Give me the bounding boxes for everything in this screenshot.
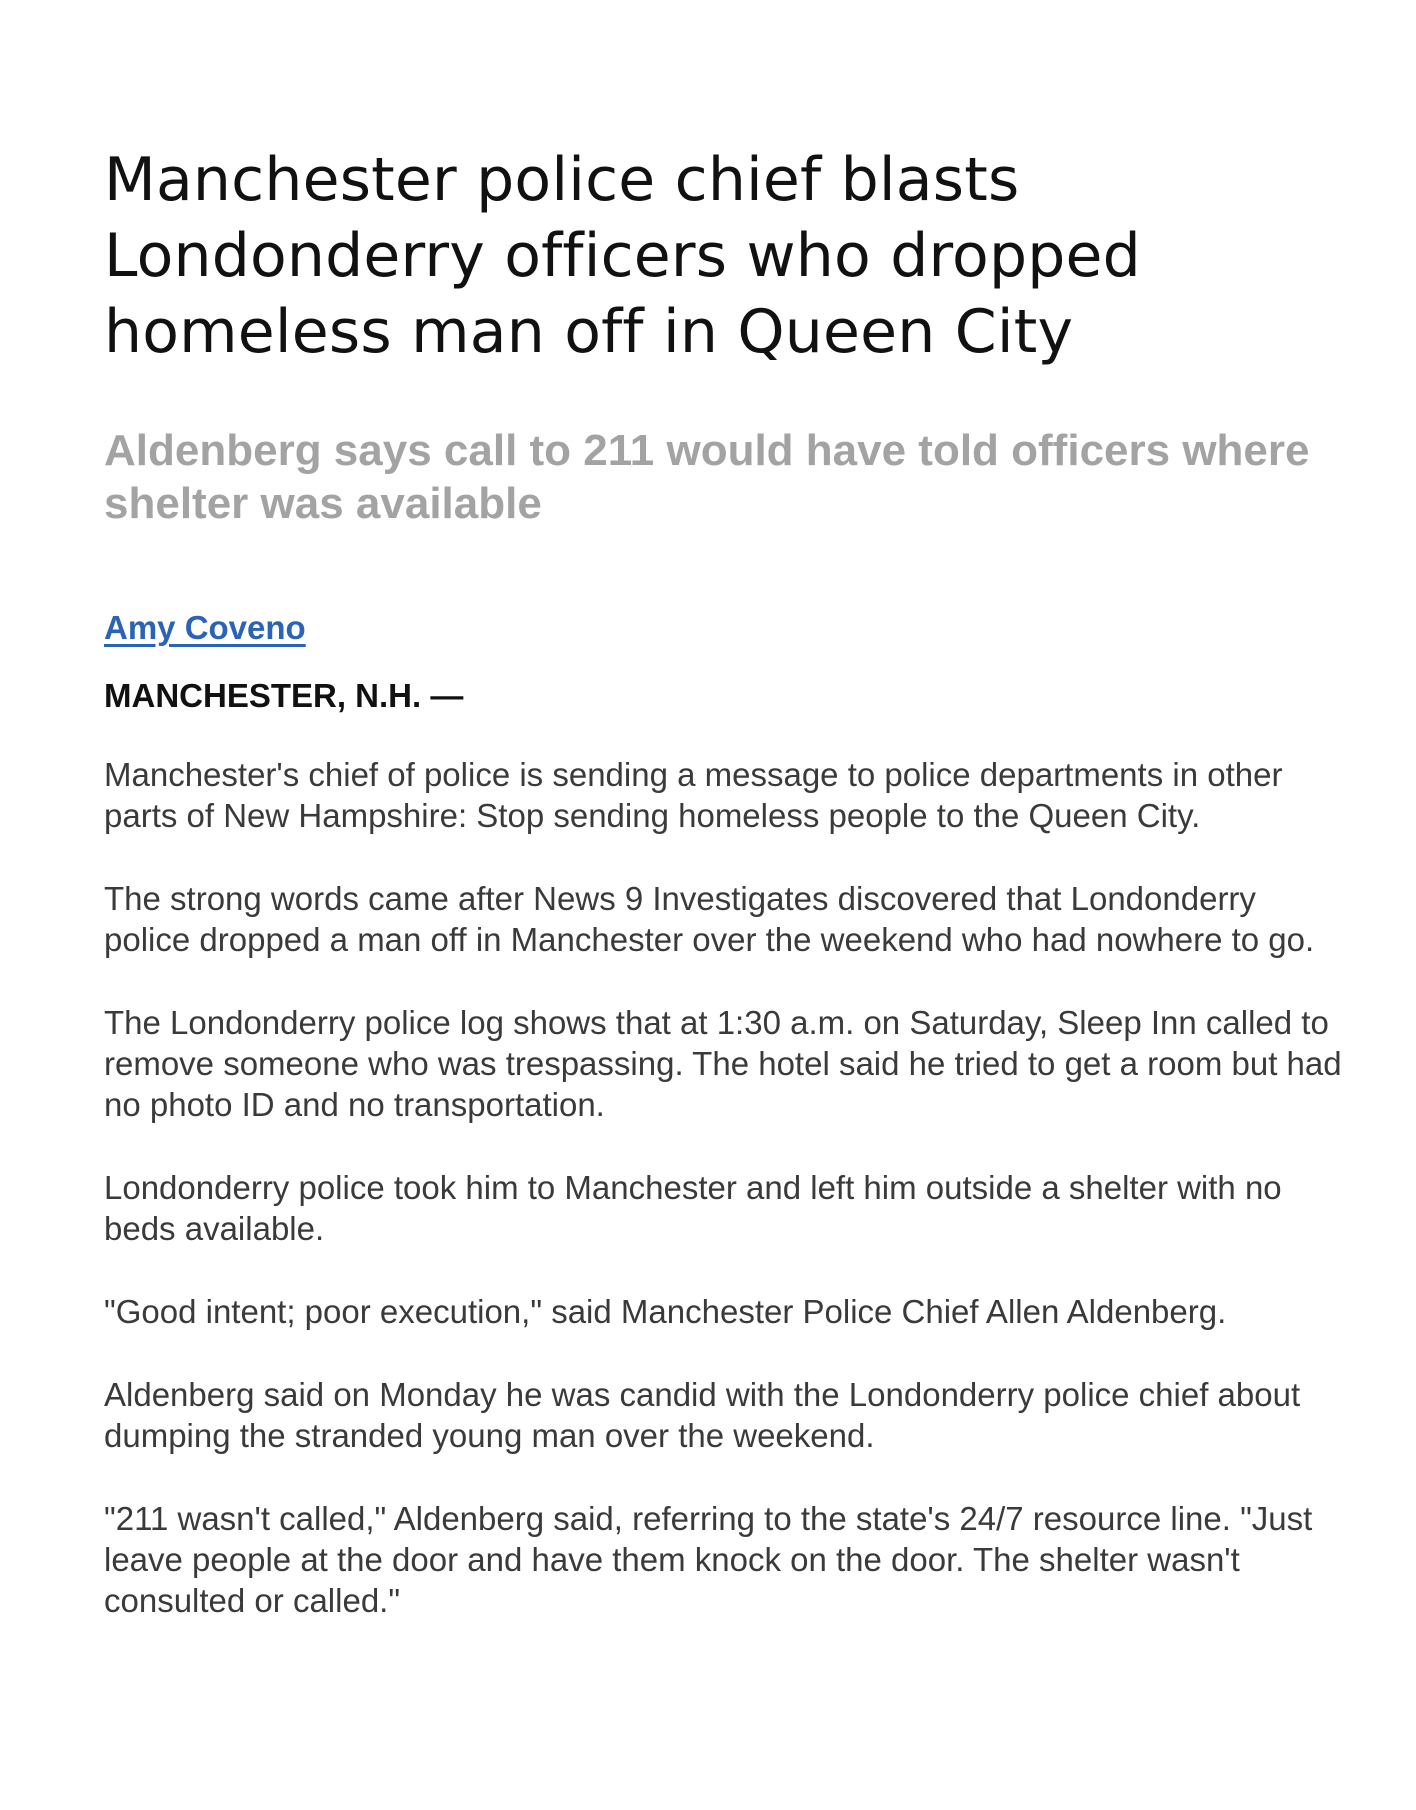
paragraph: Londonderry police took him to Manchester and left him outside a shelter with no beds available. (104, 1169, 1282, 1247)
article (104, 142, 1344, 1663)
paragraph: Aldenberg said on Monday he was candid with the Londonderry police chief about dumping the stranded young man over the weekend. (104, 1376, 1301, 1454)
paragraph: "Good intent; poor execution," said Manchester Police Chief Allen Aldenberg. (104, 1293, 1227, 1330)
article-headline: Manchester police chief blasts Londonderry officers who dropped homeless man off in Queen City (104, 145, 1141, 367)
dateline: MANCHESTER, N.H. — (104, 677, 464, 714)
byline (104, 608, 1344, 648)
paragraph: The Londonderry police log shows that at 1:30 a.m. on Saturday, Sleep Inn called to remove someone who was trespassing. The hotel said he tried to get a room but had no photo ID and no transportation. (104, 1004, 1342, 1123)
author-link[interactable]: Amy Coveno (104, 609, 306, 646)
paragraph: The strong words came after News 9 Investigates discovered that Londonderry police dropped a man off in Manchester over the weekend who had nowhere to go. (104, 880, 1315, 958)
article-body (104, 754, 1344, 1621)
paragraph: "211 wasn't called," Aldenberg said, referring to the state's 24/7 resource line. "Just leave people at the door and have them knock on the door. The shelter wasn't consulted or called." (104, 1500, 1313, 1619)
paragraph: Manchester's chief of police is sending a message to police departments in other parts of New Hampshire: Stop sending homeless people to the Queen City. (104, 756, 1283, 834)
article-subheadline: Aldenberg says call to 211 would have told officers where shelter was available (104, 426, 1310, 528)
